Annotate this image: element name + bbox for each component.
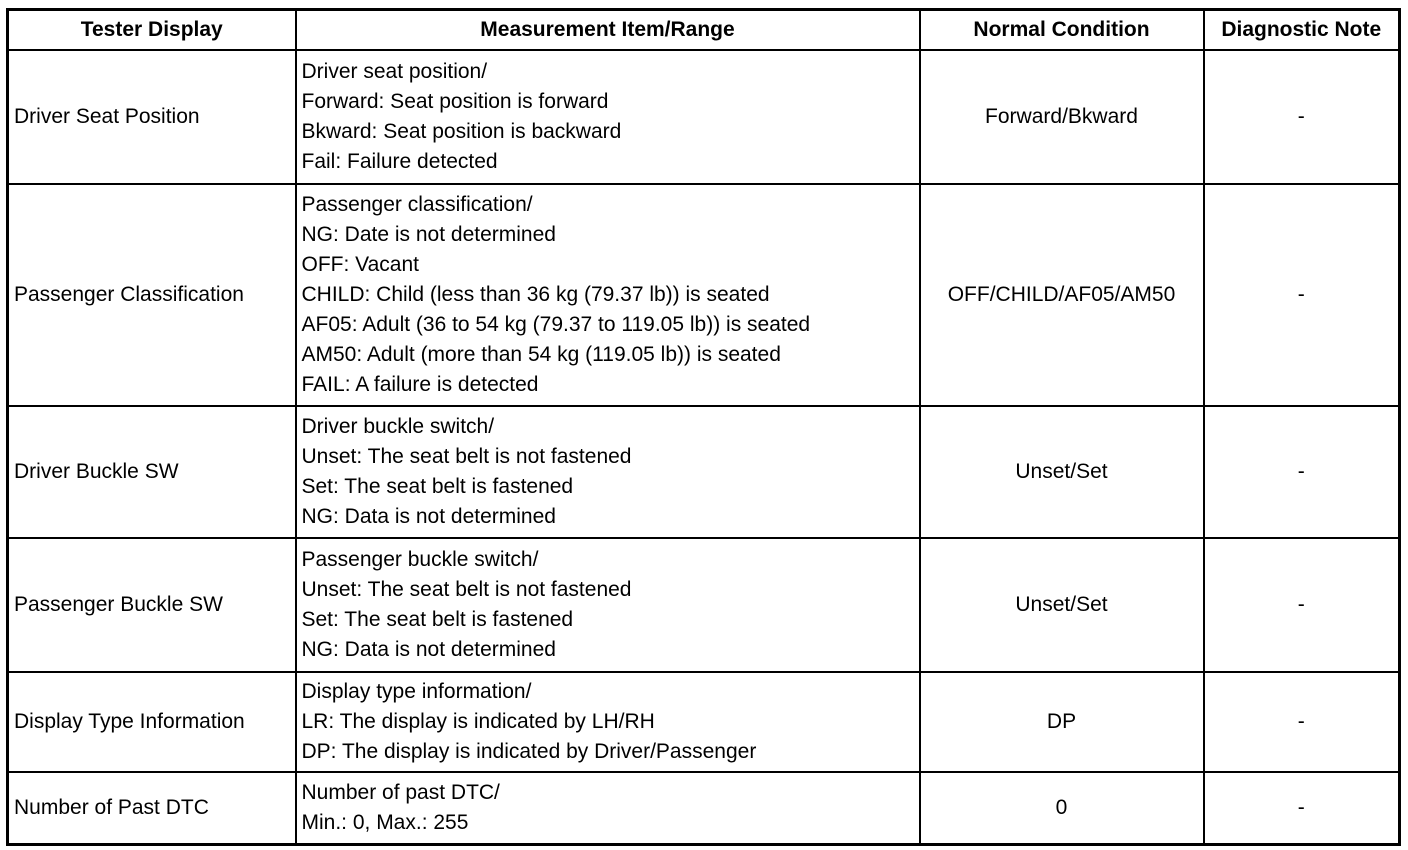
measurement-line: Set: The seat belt is fastened — [301, 475, 574, 498]
tester-display-cell: Passenger Classification — [8, 184, 296, 406]
diagnostic-note-cell: - — [1204, 184, 1400, 406]
measurement-cell — [296, 184, 920, 406]
measurement-line: Forward: Seat position is forward — [301, 90, 609, 113]
table-row — [8, 50, 1400, 184]
measurement-line: Set: The seat belt is fastened — [301, 608, 574, 631]
table-row — [8, 672, 1400, 772]
measurement-line: Passenger buckle switch/ — [301, 548, 539, 571]
measurement-line: NG: Data is not determined — [301, 505, 556, 528]
measurement-line: Min.: 0, Max.: 255 — [301, 810, 469, 834]
table-row — [8, 406, 1400, 538]
measurement-line: FAIL: A failure is detected — [301, 373, 539, 396]
measurement-line: Display type information/ — [301, 680, 532, 703]
measurement-line: Unset: The seat belt is not fastened — [301, 445, 632, 468]
measurement-line: NG: Data is not determined — [301, 638, 556, 661]
normal-condition-cell: Unset/Set — [920, 538, 1204, 672]
measurement-line: OFF: Vacant — [301, 253, 419, 276]
normal-condition-cell: Unset/Set — [920, 406, 1204, 538]
normal-condition-cell: 0 — [920, 772, 1204, 844]
measurement-line: Unset: The seat belt is not fastened — [301, 578, 632, 601]
measurement-line: NG: Date is not determined — [301, 223, 556, 246]
measurement-line: AF05: Adult (36 to 54 kg (79.37 to 119.05 lb)) is seated — [301, 313, 811, 336]
measurement-line: Driver buckle switch/ — [301, 415, 495, 438]
normal-condition-cell: DP — [920, 672, 1204, 772]
header-row — [8, 10, 1400, 51]
table-row — [8, 538, 1400, 672]
measurement-cell — [296, 406, 920, 538]
normal-condition-cell: OFF/CHILD/AF05/AM50 — [920, 184, 1204, 406]
measurement-cell — [296, 50, 920, 184]
table-row — [8, 184, 1400, 406]
measurement-line: Passenger classification/ — [301, 193, 533, 216]
data-monitor-table — [6, 8, 1401, 846]
tester-display-cell: Number of Past DTC — [8, 772, 296, 844]
measurement-line: CHILD: Child (less than 36 kg (79.37 lb)) is seated — [301, 283, 770, 306]
measurement-line: Driver seat position/ — [301, 60, 488, 83]
header-normal-condition: Normal Condition — [920, 10, 1204, 51]
diagnostic-note-cell: - — [1204, 406, 1400, 538]
measurement-cell — [296, 672, 920, 772]
diagnostic-note-cell: - — [1204, 772, 1400, 844]
measurement-line: AM50: Adult (more than 54 kg (119.05 lb)) is seated — [301, 343, 781, 366]
measurement-line: Bkward: Seat position is backward — [301, 120, 622, 143]
header-diagnostic-note: Diagnostic Note — [1204, 10, 1400, 51]
measurement-line: LR: The display is indicated by LH/RH — [301, 710, 655, 733]
measurement-cell — [296, 772, 920, 844]
tester-display-cell: Driver Buckle SW — [8, 406, 296, 538]
table-row — [8, 772, 1400, 844]
measurement-line: Fail: Failure detected — [301, 150, 498, 173]
tester-display-cell: Driver Seat Position — [8, 50, 296, 184]
tester-display-cell: Display Type Information — [8, 672, 296, 772]
normal-condition-cell: Forward/Bkward — [920, 50, 1204, 184]
measurement-line: DP: The display is indicated by Driver/Passenger — [301, 740, 757, 763]
header-tester-display: Tester Display — [8, 10, 296, 51]
diagnostic-note-cell: - — [1204, 672, 1400, 772]
measurement-line: Number of past DTC/ — [301, 780, 500, 804]
tester-display-cell: Passenger Buckle SW — [8, 538, 296, 672]
diagnostic-note-cell: - — [1204, 50, 1400, 184]
header-measurement-item: Measurement Item/Range — [296, 10, 920, 51]
measurement-cell — [296, 538, 920, 672]
diagnostic-note-cell: - — [1204, 538, 1400, 672]
